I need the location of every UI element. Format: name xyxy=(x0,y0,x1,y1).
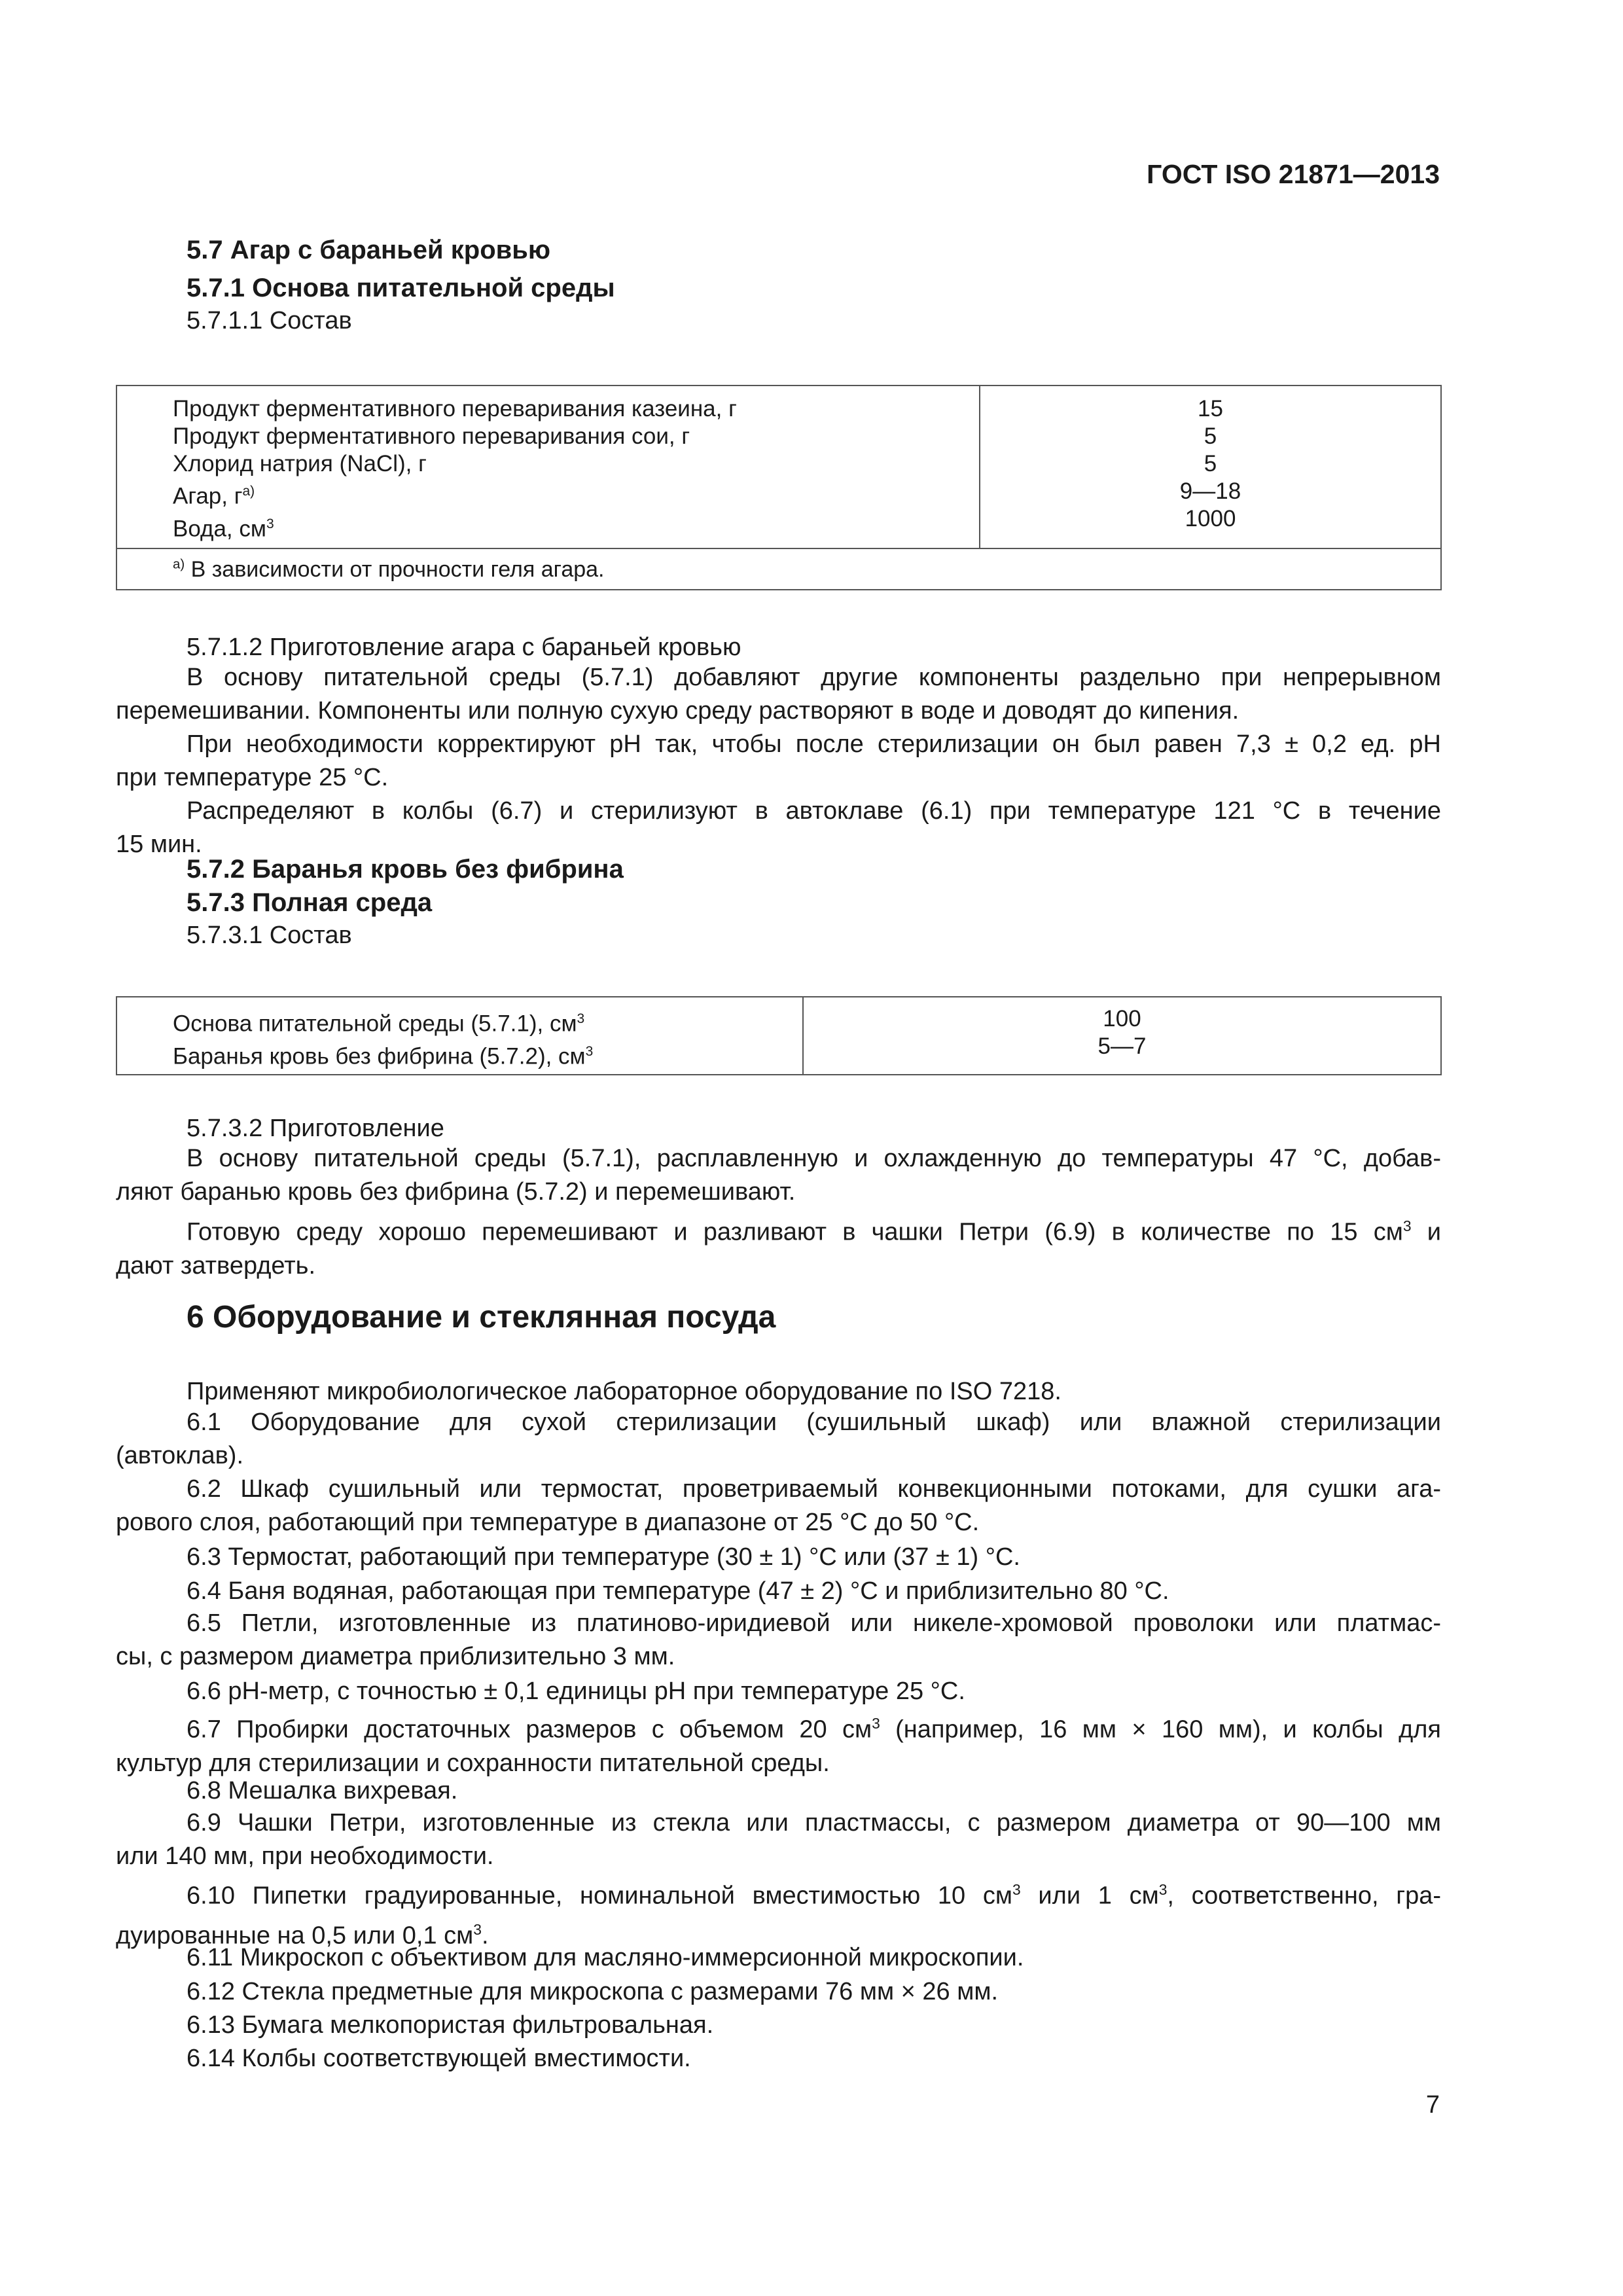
paragraph-5-7-1-2-a: В основу питательной среды (5.7.1) добавляют другие компоненты раздельно при непрерывном перемешивании. Компоненты или полную сухую среду растворяют в воде и доводят до кипения. xyxy=(116,664,1441,725)
section-5-7-1-1-title: 5.7.1.1 Состав xyxy=(187,307,352,334)
section-6-title: 6 Оборудование и стеклянная посуда xyxy=(187,1300,776,1335)
composition-table-complete xyxy=(116,996,1442,1075)
ingredient-names xyxy=(116,386,980,548)
section-5-7-3-1-title: 5.7.3.1 Состав xyxy=(187,922,352,949)
item-6-10: 6.10 Пипетки градуированные, номинальной вместимостью 10 $см^3$ или 1 $см^3$, соответственно, гра- дуированные на 0,5 или 0,1 $см^3$. xyxy=(116,1881,1442,1950)
ingredient-value: 1000 xyxy=(1185,506,1236,531)
item-6-11: 6.11 Микроскоп с объективом для масляно-иммерсионной микроскопии. xyxy=(187,1944,1024,1971)
ingredient-name: Вода, $см^3$ xyxy=(173,516,274,542)
item-6-3: 6.3 Термостат, работающий при температуре (30 ± 1) °С или (37 ± 1) °С. xyxy=(187,1543,1020,1571)
item-6-12: 6.12 Стекла предметные для микроскопа с размерами 76 мм × 26 мм. xyxy=(187,1978,999,2005)
page-number: 7 xyxy=(1425,2091,1440,2119)
composition-table-base xyxy=(116,385,1442,590)
ingredient-value: 5 xyxy=(1204,423,1217,449)
ingredient-value: 5—7 xyxy=(1097,1033,1147,1059)
ingredient-name: Баранья кровь без фибрина (5.7.2), $см^3$ xyxy=(173,1043,594,1069)
table-footnote: $^{а)}$ В зависимости от прочности геля агара. xyxy=(116,548,1441,590)
paragraph-5-7-3-2-a: В основу питательной среды (5.7.1), расплавленную и охлажденную до температуры 47 °С, добав- ляют баранью кровь без фибрина (5.7.2) и перемешивают. xyxy=(116,1145,1441,1206)
ingredient-value: 5 xyxy=(1204,451,1217,476)
item-6-2: 6.2 Шкаф сушильный или термостат, проветриваемый конвекционными потоками, для сушки ага- рового слоя, работающий при температуре в диапазоне от 25 °С до 50 °С. xyxy=(116,1475,1441,1536)
ingredient-name: Продукт ферментативного переваривания казеина, г xyxy=(173,396,737,422)
ingredient-name: Агар, $г^{а)}$ xyxy=(173,483,255,509)
ingredient-name: Основа питательной среды (5.7.1), $см^3$ xyxy=(173,1011,585,1037)
section-5-7-3-title: 5.7.3 Полная среда xyxy=(187,888,433,917)
item-6-6: 6.6 pH-метр, с точностью ± 0,1 единицы pH при температуре 25 °С. xyxy=(187,1677,965,1705)
item-6-9: 6.9 Чашки Петри, изготовленные из стекла или пластмассы, с размером диаметра от 90—100 мм или 140 мм, при необходимости. xyxy=(116,1809,1441,1870)
ingredient-name: Продукт ферментативного переваривания сои, г xyxy=(173,423,690,449)
paragraph-5-7-1-2-c: Распределяют в колбы (6.7) и стерилизуют в автоклаве (6.1) при температуре 121 °С в течение 15 мин. xyxy=(116,797,1441,858)
item-6-4: 6.4 Баня водяная, работающая при температуре (47 ± 2) °С и приблизительно 80 °С. xyxy=(187,1577,1169,1605)
item-6-7: 6.7 Пробирки достаточных размеров с объемом 20 $см^3$ (например, 16 мм × 160 мм), и колбы для культур для стерилизации и сохранности питательной среды. xyxy=(116,1715,1441,1777)
document-id: ГОСТ ISO 21871—2013 xyxy=(1147,159,1440,189)
section-5-7-2-title: 5.7.2 Баранья кровь без фибрина xyxy=(187,855,624,884)
section-5-7-title: 5.7 Агар с бараньей кровью xyxy=(187,236,550,264)
section-6-intro: Применяют микробиологическое лабораторное оборудование по ISO 7218. xyxy=(187,1378,1061,1405)
section-5-7-1-2-title: 5.7.1.2 Приготовление агара с бараньей кровью xyxy=(187,634,741,661)
ingredient-value: 15 xyxy=(1198,396,1223,422)
ingredient-names xyxy=(116,997,803,1075)
item-6-8: 6.8 Мешалка вихревая. xyxy=(187,1777,458,1804)
item-6-1: 6.1 Оборудование для сухой стерилизации (сушильный шкаф) или влажной стерилизации (автоклав). xyxy=(116,1408,1441,1469)
ingredient-values xyxy=(803,997,1441,1075)
item-6-13: 6.13 Бумага мелкопористая фильтровальная. xyxy=(187,2011,714,2039)
paragraph-5-7-1-2-b: При необходимости корректируют pH так, чтобы после стерилизации он был равен 7,3 ± 0,2 ед. pH при температуре 25 °С. xyxy=(116,730,1441,791)
ingredient-value: 9—18 xyxy=(1179,478,1241,504)
section-5-7-3-2-title: 5.7.3.2 Приготовление xyxy=(187,1115,444,1142)
ingredient-value: 100 xyxy=(1103,1006,1141,1031)
paragraph-5-7-3-2-b: Готовую среду хорошо перемешивают и разливают в чашки Петри (6.9) в количестве по 15 $см^3$ и дают затвердеть. xyxy=(116,1217,1441,1280)
ingredient-name: Хлорид натрия (NaCl), г xyxy=(173,451,427,476)
item-6-14: 6.14 Колбы соответствующей вместимости. xyxy=(187,2045,691,2072)
ingredient-values xyxy=(980,386,1441,548)
item-6-5: 6.5 Петли, изготовленные из платиново-иридиевой или никеле-хромовой проволоки или платмас- сы, с размером диаметра приблизительно 3 мм. xyxy=(116,1609,1441,1670)
section-5-7-1-title: 5.7.1 Основа питательной среды xyxy=(187,274,615,302)
